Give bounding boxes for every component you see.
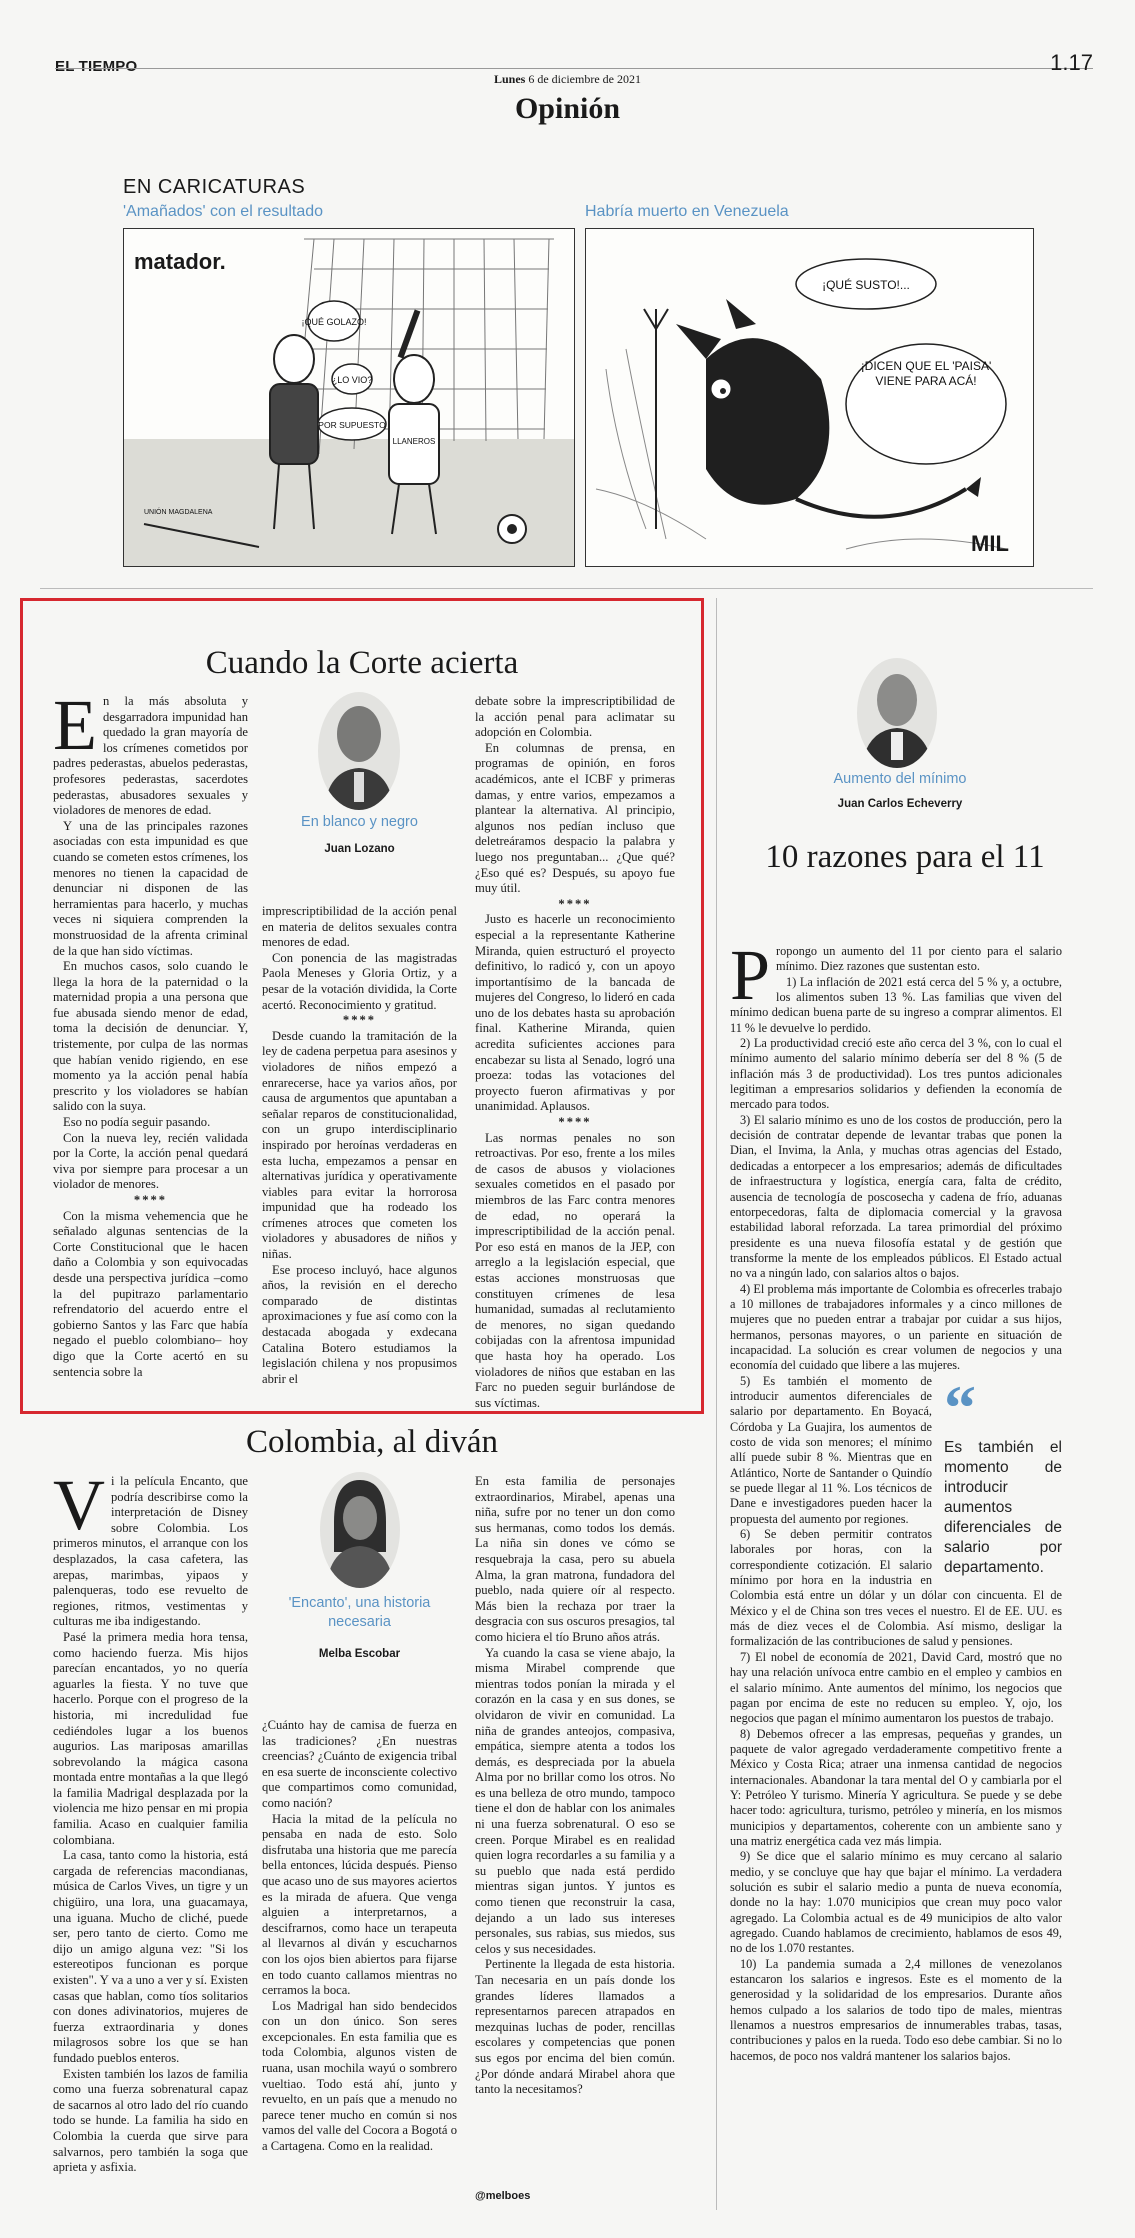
article3-p7: 7) El nobel de economía de 2021, David Card, mostró que no hay una relación unívoca entre cambio en el empleo y cambios en el salario mínimo. Ante aumentos del mínimo, los negocios que pagan por encima de este no reducen su empleo. Y, ojo, los negocios que pagan el mínimo aumentaron los puestos de trabajo. <box>730 1649 1062 1726</box>
article3-dropcap: P <box>730 935 771 1015</box>
article3-p9: 9) Se dice que el salario mínimo es muy cercano al salario medio, y se concluye que hay que bajar el mínimo. La verdadera solución es subir el salario medio a punta de nueva economía, donde no la hay: 1.070 municipios que crean muy poco valor agregado. La Colombia actual es de 49 municipios de alto valor agregado. Cuando hablamos de crecimiento, hablamos de esos 49, no de los 1.070 restantes. <box>730 1849 1062 1956</box>
article3-p1: 1) La inflación de 2021 está cerca del 5 % y, a octubre, los alimentos suben 13 %. Las familias que viven del mínimo dedican buena parte de su ingreso a comprar alimentos. El 11 % le devuelve lo perdido. <box>730 974 1062 1035</box>
cartoon-left <box>123 228 575 567</box>
article1-separator-1: **** <box>133 1193 168 1207</box>
article1-p7: imprescriptibilidad de la acción penal en materia de delitos sexuales contra menores de edad. <box>262 904 457 950</box>
article2-p2: Pasé la primera media hora tensa, como haciendo fuerza. Mis hijos parecían encantados, yo no quería aguarles la fiesta. Y no tuve que hacerlo. Porque con el progreso de la historia, mi incredulidad fue cediéndoles lugar a los buenos augurios. Las mariposas amarillas sobrevolando la mágica casona montada entre montañas a la que llegó la familia Madrigal desplazada por la violencia me hizo pensar en mi propia familia. Acaso en cualquier familia colombiana. <box>53 1629 248 1847</box>
cartoon-left-bubble-1: ¡QUÉ GOLAZO! <box>301 317 367 327</box>
cartoon-left-bubble-2: ¿LO VIO? <box>331 375 373 385</box>
author-photo-escobar <box>320 1472 400 1588</box>
cartoon-right-bubble-1: ¡QUÉ SUSTO!... <box>822 278 910 292</box>
article1-col2 <box>262 904 457 1387</box>
article2-col3 <box>475 1474 675 2098</box>
article3-col <box>730 935 1062 2064</box>
article3-pull-quote: Es también el momento de introducir aumentos diferenciales de salario por departamento. <box>944 1438 1062 1576</box>
article3-p2: 2) La productividad creció este año cerca del 3 %, con lo cual el mínimo aumento del salario mínimo debería ser del 8 % (5 de inflación más 3 de productividad). Los tres puntos adicionales legitiman a empresarios solidarios y defienden la economía de mercado para todos. <box>730 1036 1062 1112</box>
article1-p8: Con ponencia de las magistradas Paola Meneses y Gloria Ortiz, y a pesar de la votación dividida, la Corte acertó. Reconocimiento y gratitud. <box>262 950 457 1012</box>
article2-col2 <box>262 1718 457 2155</box>
cartoon-left-caption: 'Amañados' con el resultado <box>123 203 324 220</box>
article2-p6: Hacia la mitad de la película no pensaba en nada de esto. Solo disfrutaba una historia que me parecía bella entonces, lúcida después. Pienso que acaso uno de sus mayores aciertos es la mirada de afuera. Que venga alguien a interpretarnos, a descifrarnos, como hace un terapeuta al llevarnos al diván y escucharnos con los ojos bien abiertos para fijarse en todo cuanto callamos mientras no cerramos la boca. <box>262 1811 457 1998</box>
article2-p3: La casa, tanto como la historia, está cargada de referencias macondianas, música de Carlos Vives, un tigre y un chigüiro, una lora, una guacamaya, una iguana. Mucho de cliché, puede ser, pero tanto de cierto. Como me dijo un amigo alguna vez: "Si los estereotipos funcionan es porque existen". Y va a uno a ver y sí. Existen casas que hablan, como tíos solitarios con dones adivinatorios, mujeres de fuerza extraordinaria y dones milagrosos sobre los que se han fundado pueblos enteros. <box>53 1848 248 2065</box>
article3-column-name: Aumento del mínimo <box>833 771 967 787</box>
article1-p12: En columnas de prensa, en programas de opinión, en foros académicos, ante el ICBF y primeras damas, y entre varios, empezamos a plantear la alternativa. Al principio, algunos nos pedían incluso que deletreáramos despacio la palabra y luego nos preguntaban... ¿Que qué? ¿Eso qué es? Después, su apoyo fue muy útil. <box>475 740 675 896</box>
article1-p13: Justo es hacerle un reconocimiento especial a la representante Katherine Miranda, quien estructuró el proyecto definitivo, lo radicó y, con un apoyo importantísimo de la bancada de mujeres del Congreso, lo lideró en cada uno de los debates hasta su aprobación final. Katherine Miranda, quien acredita suficientes acciones para encabezar su lista al Senado, logró una proeza: todas las votaciones del proyecto fueron afirmativas y por unanimidad. Aplausos. <box>475 912 675 1114</box>
cartoon-left-drawing <box>124 229 574 566</box>
page-number: 1.17 <box>1050 50 1093 75</box>
author-photo-echeverry <box>857 658 937 768</box>
article3-p6: 6) Se deben permitir contratos laborales por horas, con la correspondiente cotización. El salario mínimo por hora en la industria en Colombia está entre un dólar y un dólar con cincuenta. El de México y el de China son tres veces el nuestro. El de EE. UU. es más de diez veces el de Colombia. Así mismo, desligar la formalización de las contribuciones de salud y pensiones. <box>730 1527 1062 1649</box>
article1-separator-4: **** <box>558 1115 592 1130</box>
article3-p5: 5) Es también el momento de introducir aumentos diferenciales de salario por departamento. En Boyacá, Córdoba y La Guajira, los aumentos de costo de vida son menores; el mínimo allí puede subir 8 %. Mientras que en Atlántico, Norte de Santander o Quindío se puede llegar al 11 %. Los técnicos de Dane e investigadores pueden hacer la propuesta del aumento por regiones. <box>730 1373 932 1526</box>
article2-p8: En esta familia de personajes extraordinarios, Mirabel, apenas una niña, sufre por no tener un don como sus hermanas, como todos los demás. La niña sin dones ve cómo se resquebraja la casa, pero su abuela Alma, la gran matrona, fundadora del pueblo, nada quiere oír al respecto. Más bien la rechaza por traer la desgracia con sus oscuros presagios, tal como hiciera el tío Bruno años atrás. <box>475 1474 675 1644</box>
article3-p3: 3) El salario mínimo es uno de los costos de producción, pero la decisión de contratar depende de levantar trabas que ponen la Dian, el Invima, la Anla, y muchas otras agencias del Estado, dedicadas a entorpecer a los empresarios; además de dificultades de infraestructura y logística, energía cara, falta de crédito, ausencia de tecnología de poscosecha y cadena de frío, aduanas entorpecedoras, falta de diplomacia comercial y la gravosa estabilidad laboral reforzada. La tarea primordial del próximo presidente es una nueva filosofía estatal y de gestión que transforme la mente de los empleados públicos. El Estado actual no va a ningún lado, con salarios altos o bajos. <box>730 1112 1062 1281</box>
article1-p6: Con la misma vehemencia que he señalado algunas sentencias de la Corte Constitucional que le hacen daño a Colombia y son equivocadas desde una perspectiva jurídica –como la del pupitrazo parlamentario refrendatorio del acuerdo entre el gobierno Santos y las Farc que había negado el pueblo colombiano– hoy digo que la Corte acertó en su sentencia sobre la <box>53 1208 248 1379</box>
article2-p1: i la película Encanto, que podría describirse como la interpretación de Disney sobre Colombia. Los primeros minutos, el arranque con los desplazados, la casa cafetera, las arepas, marimbas, yipaos y palenqueras, todo ese revuelto de regiones, ritmos, vestimentas y culturas me iba indigestando. <box>53 1474 248 1629</box>
cartoon-right <box>585 228 1034 567</box>
column-divider <box>716 598 717 2210</box>
article1-column-name: En blanco y negro <box>301 814 418 830</box>
cartoon-left-player-label: UNIÓN MAGDALENA <box>144 509 213 516</box>
article1-p9: Desde cuando la tramitación de la ley de cadena perpetua para asesinos y violadores de niños empezó a enrarecerse, hace ya varios años, por causa de argumentos que apuntaban a señalar reparos de constitucionalidad, con un grupo interdisciplinario inspirado por heroínas verdaderas en esta lucha, empezamos a pensar en alternativas jurídica y operativamente viables para evitar la horrorosa impunidad que ha rodeado los crímenes atroces que cometen los violadores y abusadores de niños y niñas. <box>262 1028 457 1262</box>
article2-p7: Los Madrigal han sido bendecidos con un don único. Son seres excepcionales. En esta familia que es toda Colombia, algunos visten de ruana, usan mochila wayú o sombrero vueltiao. Todo está ahí, junto y revuelto, en un país que a menudo no parece tener mucho en común si nos vamos del valle del Cocora a Bogotá o a Cartagena. Como en la realidad. <box>262 1998 457 2154</box>
cartoon-divider <box>40 588 1093 589</box>
article1-author: Juan Lozano <box>324 843 395 855</box>
cartoon-left-shirt: LLANEROS <box>392 437 436 446</box>
article1-separator-3: **** <box>558 896 592 911</box>
article1-col3 <box>475 694 675 1411</box>
article1-p1: n la más absoluta y desgarradora impunidad han quedado la gran mayoría de los crímenes cometidos por padres pederastas, abuelos pederastas, profesores pederastas, sacerdotes pederastas, abusadores sexuales y violadores de menores de edad. <box>53 694 248 818</box>
article1-dropcap: E <box>53 685 97 765</box>
article2-handle: @melboes <box>475 2190 531 2202</box>
paper-name: EL TIEMPO <box>55 58 138 75</box>
author-photo-lozano <box>318 692 400 810</box>
article2-title: Colombia, al diván <box>245 1424 499 1460</box>
article1-p3: En muchos casos, solo cuando le llega la hora de la paternidad o la maternidad propia a una persona que fue abusada siendo menor de edad, toma la decisión de denunciar. Y, tristemente, por culpa de las normas que habían venido rigiendo, en ese momento ya la acción penal había prescrito y los violadores se habían salido con la suya. <box>53 959 248 1114</box>
article1-p10: Ese proceso incluyó, hace algunos años, la revisión en el derecho comparado de distintas aproximaciones y fue así como con la destacada abogada y exdecana Catalina Botero estudiamos la legislación chilena y nos propusimos abrir el <box>262 1262 457 1386</box>
cartoon-right-caption: Habría muerto en Venezuela <box>585 203 789 220</box>
article1-col1 <box>53 685 248 1380</box>
cartoon-right-bubble-2: ¡DICEN QUE EL 'PAISA' VIENE PARA ACÁ! <box>860 359 992 388</box>
article1-separator-2: **** <box>342 1013 377 1028</box>
article2-p9: Ya cuando la casa se viene abajo, la misma Mirabel comprende que mientras todos ponían la mirada y el corazón en la casa y en sus dones, se olvidaron de vivir en comunidad. La niña de grandes anteojos, compasiva, empática, siempre atenta a todos los demás, es despreciada por la abuela Alma por no brillar como los otros. No es una belleza de otro mundo, tampoco tiene el don de hablar con los animales ni una fuerza sobrenatural. O eso se creen. Porque Mirabel es en realidad quien logra recordarles a su familia y a su pueblo que nada está perdido mientras sigan juntos. Y juntos es como tienen que reconstruir la casa, dejando a un lado sus intereses personales, sus rabias, sus miedos, sus celos y sus necesidades. <box>475 1645 675 1956</box>
issue-day: Lunes <box>494 72 526 86</box>
article2-column-name: 'Encanto', una historia necesaria <box>288 1595 431 1630</box>
section-title: Opinión <box>514 92 621 125</box>
cartoon-right-drawing <box>586 229 1033 566</box>
article3-p10: 10) La pandemia sumada a 2,4 millones de venezolanos estancaron los salarios e ingresos. Este es el momento de la generosidad y la solidaridad de los empresarios. Durante años hemos culpado a los salarios de todo tipo de males, mientras llenamos a nuestros empresarios de innumerables trabas, tasas, contribuciones y palos en la rueda. Todo eso debe cambiar. Si no lo hacemos, de poco nos valdrá mantener los salarios bajos. <box>730 1956 1062 2063</box>
article3-p4: 4) El problema más importante de Colombia es ofrecerles trabajo a 10 millones de trabajadores informales y a cinco millones de mujeres que no pueden entrar a trabajar por cuidar a sus hijos, hermanos, personas mayores, o un pariente en situación de incapacidad. La solución es crear volumen de negocios y una economía del cuidado que libere a las mujeres. <box>730 1281 1062 1373</box>
cartoon-left-artist: matador. <box>134 249 226 274</box>
issue-date-text: 6 de diciembre de 2021 <box>528 72 641 86</box>
article3-p8: 8) Debemos ofrecer a las empresas, pequeñas y grandes, un paquete de valor agregado verdaderamente competitivo frente a México y Costa Rica; atraer una inmensa cantidad de negocios internacionales. Abandonar la tara mental del O y cambiarla por el Y: Petróleo Y turismo. Minería Y agricultura. Se puede y se debe hacer todo: agricultura, turismo, petróleo y minería, en los mismos municipios y departamentos, coherente con un ambiente sano y una matriz energética cada vez más limpia. <box>730 1726 1062 1848</box>
article3-p0: ropongo un aumento del 11 por ciento para el salario mínimo. Diez razones que sustentan esto. <box>776 944 1062 974</box>
article2-p4: Existen también los lazos de familia como una fuerza sobrenatural capaz de sacarnos al otro lado del río cuando todo se hunde. La familia ha sido en Colombia la cuerda que sirve para salvarnos, pero también la soga que aprieta y asfixia. <box>53 2066 248 2175</box>
article3-title: 10 razones para el 11 <box>765 839 1045 875</box>
cartoons-heading: EN CARICATURAS <box>123 176 306 198</box>
article2-p5: ¿Cuánto hay de camisa de fuerza en las tradiciones? ¿En nuestras creencias? ¿Cuánto de exigencia tribal en esa suerte de inconsciente colectivo que compartimos como comunidad, como nación? <box>262 1718 457 1810</box>
cartoon-left-bubble-3: POR SUPUESTO <box>318 420 386 430</box>
masthead-rule <box>55 68 1093 69</box>
article3-author: Juan Carlos Echeverry <box>837 798 963 810</box>
article1-p11: debate sobre la imprescriptibilidad de la acción penal para aclimatar su adopción en Colombia. <box>475 694 675 740</box>
cartoon-right-artist: MIL <box>971 531 1009 556</box>
article2-dropcap: V <box>53 1465 105 1545</box>
article1-p14: Las normas penales no son retroactivas. Por eso, frente a los miles de casos de abusos y violaciones sexuales cometidos en el pasado por miembros de las Farc contra menores de edad, no operará la imprescriptibilidad de la acción penal. Por eso está en manos de la JEP, con arreglo a la legislación especial, que estas acciones monstruosas que constituyen crímenes de lesa humanidad, sumadas al reclutamiento de menores, no sigan quedando cobijadas con la afrentosa impunidad que hasta hoy ha operado. Los violadores de niños que estaban en las Farc no pueden seguir burlándose de sus víctimas. <box>475 1130 675 1410</box>
article2-author: Melba Escobar <box>318 1648 401 1660</box>
article1-p4: Eso no podía seguir pasando. <box>63 1115 211 1130</box>
article2-col1 <box>53 1465 248 2176</box>
article1-title: Cuando la Corte acierta <box>205 645 519 681</box>
article1-p5: Con la nueva ley, recién validada por la Corte, la acción penal quedará viva por siempre para procesar a un violador de menores. <box>53 1130 248 1192</box>
pull-quote-box <box>944 1371 1062 1578</box>
quote-icon: “ <box>944 1371 976 1443</box>
article2-p10: Pertinente la llegada de esta historia. Tan necesaria en un país donde los grandes líderes llamados a representarnos parecen atrapados en mezquinas luchas de poder, rencillas escolares y competencias que ponen sus egos por encima del bien común. ¿Por dónde andará Mirabel ahora que tanto la necesitamos? <box>475 1957 675 2097</box>
article1-p2: Y una de las principales razones asociadas con esta impunidad es que cuando se cometen estos crímenes, los menores no tienen la capacidad de denunciar ni disponen de las herramientas para hacerlo, y muchas veces ni siquiera comprenden la monstruosidad de la afrenta criminal de la que han sido víctimas. <box>53 818 248 958</box>
issue-date <box>0 72 1135 87</box>
